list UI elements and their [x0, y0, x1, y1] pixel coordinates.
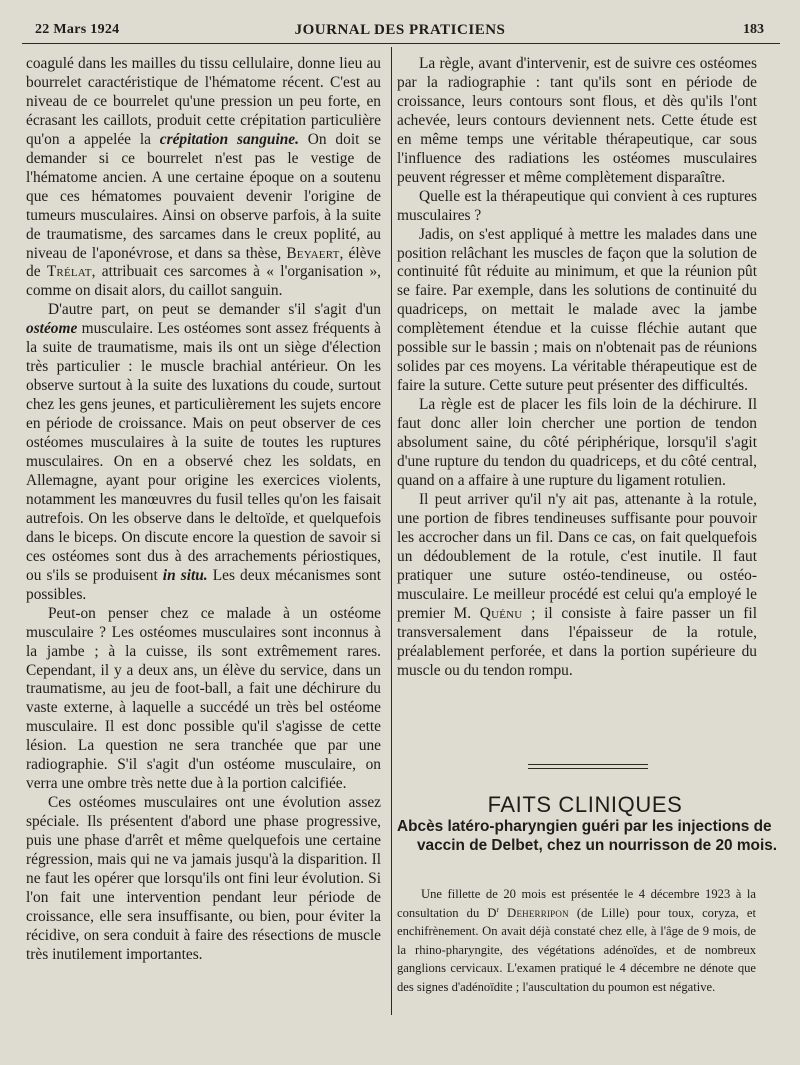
abstract-paragraph — [397, 885, 756, 996]
left-paragraph-2 — [26, 301, 381, 604]
header-date: 22 Mars 1924 — [35, 22, 120, 37]
section-separator — [528, 764, 648, 772]
running-head — [0, 0, 800, 46]
emphasis: crépitation sanguine. — [159, 130, 299, 148]
emphasis: ostéome — [26, 320, 78, 338]
author-name: Trélat — [46, 263, 92, 281]
text-run: musculaire. Les ostéomes sont assez fréquents à la suite de traumatisme, mais ils ont un siège d'élection très particulier : le muscle brachial antérieur. On les observe surtout à la suite des luxations du coude, surtout chez les gens jeunes, et particulièrement les sujets encore en période de croissance. Mais on peut observer de ces ostéomes musculaires à la suite de toutes les ruptures musculaires. On en a observé chez les soldats, en Allemagne, ayant pour origine les exercices violents, notamment les manœuvres du fusil telles qu'on les faisait autrefois. On les observe dans le deltoïde, et quelquefois dans le biceps. On discute encore la question de savoir si ces ostéomes sont dus à des arrachements périostiques, ou s'ils se produisent — [26, 320, 381, 584]
left-column — [26, 55, 381, 965]
right-paragraph-5 — [397, 491, 757, 681]
right-paragraph-3: Jadis, on s'est appliqué à mettre les malades dans une position relâchant les muscles de façon que la solution de continuité fût réduite au minimum, et que la réunion pût se faire. Par exemple, dans les solutions de continuité du quadriceps, on mettait le malade avec la jambe complètement étendue et la cuisse fléchie autant que possible sur le bassin ; mais on n'obtenait pas de réunions solides par ces moyens. La véritable thérapeutique est de faire la suture. Cette suture peut présenter des difficultés. — [397, 225, 757, 395]
text-run: Une fillette de 20 mois est présentée le 4 décembre 1923 à la consultation du D — [397, 887, 756, 920]
text-run: ; il consiste à faire passer un fil transversalement dans l'épaisseur de la rotule, préalablement perforée, et dans la portion supérieure du muscle ou du tendon rompu. — [397, 604, 757, 679]
article-abstract — [397, 885, 756, 996]
left-paragraph-3: Peut-on penser chez ce malade à un ostéome musculaire ? Les ostéomes musculaires sont inconnus à la jambe ; à la cuisse, ils sont extrêmement rares. Cependant, il y a deux ans, un élève du service, dans un traumatisme, au jeu de foot-ball, a fait une déchirure du vaste externe, à laquelle a succédé un très bel ostéome musculaire. Il est donc possible qu'il s'agisse de cette lésion. La question ne sera tranchée que par une radiographie. S'il s'agit d'un ostéome musculaire, on verra une ombre très nette due à la portion calcifiée. — [26, 604, 381, 793]
header-rule — [22, 43, 780, 44]
header-page-number: 183 — [743, 22, 764, 37]
text-run: , élève de — [26, 244, 381, 281]
emphasis: in situ. — [162, 566, 208, 584]
article-title: Abcès latéro-pharyngien guéri par les injections de vaccin de Delbet, chez un nourrisson de 20 mois. — [397, 818, 778, 854]
text-run: D'autre part, on peut se demander s'il s'agit d'un — [48, 301, 381, 319]
column-divider — [391, 47, 392, 1015]
text-run: Il peut arriver qu'il n'y ait pas, attenante à la rotule, une portion de fibres tendineuses suffisante pour pouvoir les accrocher dans un fil. Dans ce cas, on fait quelquefois un dédoublement de la rotule, c'est inutile. Il faut pratiquer une suture ostéo-tendineuse, ou ostéo-musculaire. Le meilleur procédé est celui qu'a employé le premier M. — [397, 490, 757, 622]
right-paragraph-2: Quelle est la thérapeutique qui convient à ces ruptures musculaires ? — [397, 187, 757, 224]
text-run: , attribuait ces sarcomes à « l'organisation », comme on disait alors, du caillot sanguin. — [26, 263, 381, 300]
author-name: Beyaert — [286, 244, 340, 262]
superscript: r — [496, 904, 500, 914]
right-paragraph-1: La règle, avant d'intervenir, est de suivre ces ostéomes par la radiographie : tant qu'ils sont en période de croissance, leurs contours sont flous, et dès qu'ils l'ont achevée, leurs contours deviennent nets. Cette étude est en même temps une véritable thérapeutique, car sous l'influence des radiations les ostéomes musculaires peuvent régresser et même complètement disparaître. — [397, 55, 757, 186]
right-paragraph-4: La règle est de placer les fils loin de la déchirure. Il faut donc aller loin chercher une portion de tendon absolument saine, du côté périphérique, lorsqu'il s'agit d'une rupture du tendon du quadriceps, et du côté central, quand on a affaire à une rupture du ligament rotulien. — [397, 396, 757, 489]
header-journal-title: JOURNAL DES PRATICIENS — [294, 22, 506, 38]
right-column — [397, 55, 757, 680]
text-run: coagulé dans les mailles du tissu cellulaire, donne lieu au bourrelet caractéristique de l'hématome récent. C'est au niveau de ce bourrelet qu'une pression un peu forte, en écrasant les caillots, produit cette crépitation particulière qu'on a appelée la — [26, 55, 381, 148]
author-name: Deherripon — [507, 905, 569, 920]
author-name: Quénu — [479, 604, 523, 622]
left-paragraph-1 — [26, 55, 381, 301]
text-run: Les deux mécanismes sont possibles. — [26, 566, 381, 603]
section-title: FAITS CLINIQUES — [487, 792, 683, 817]
text-run: (de Lille) pour toux, coryza, et enchifrènement. On avait déjà constaté chez elle, à l'âge de 9 mois, de la rhino-pharyngite, des végétations adénoïdes, et de nombreux ganglions cervicaux. L'examen pratiqué le 4 décembre ne dénote que des signes d'adénoïdite ; l'auscultation du poumon est négative. — [397, 905, 757, 994]
left-paragraph-4: Ces ostéomes musculaires ont une évolution assez spéciale. Ils présentent d'abord une phase progressive, puis une phase d'arrêt et même quelquefois une certaine régression, mais qui ne va jamais jusqu'à la disparition. Il ne faut les opérer que lorsqu'ils ont fini leur évolution. Si l'on fait une intervention pendant leur période de croissance, elle sera insuffisante, ou bien, pour éviter la récidive, on sera conduit à faire des résections de muscle très inutilement importantes. — [26, 794, 381, 963]
text-run: On doit se demander si ce bourrelet n'est pas le vestige de l'hématome ancien. A une certaine époque on a soutenu que ces hématomes pouvaient devenir l'origine de tumeurs musculaires. Ainsi on observe parfois, à la suite de traumatisme, des sarcames dans le creux poplité, au niveau de l'aponévrose, et dans sa thèse, — [26, 130, 382, 262]
